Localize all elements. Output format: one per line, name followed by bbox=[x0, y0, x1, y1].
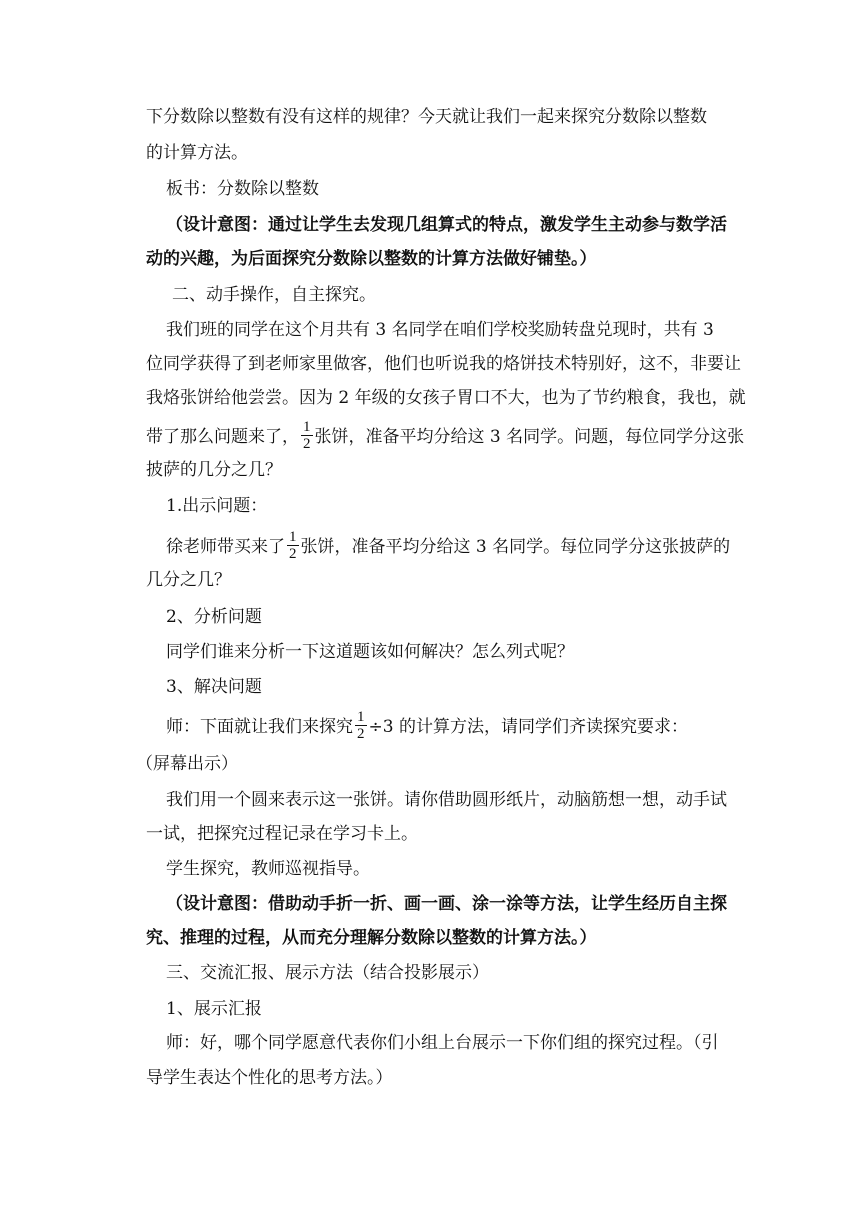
fraction-one-half bbox=[301, 419, 313, 452]
step-heading: 3、解决问题 bbox=[166, 677, 262, 697]
text-segment: 张饼，准备平均分给这 3 名同学。每位同学分这张披萨的 bbox=[300, 537, 731, 557]
paragraph-line: 导学生表达个性化的思考方法。） bbox=[146, 1068, 393, 1088]
fraction-one-half bbox=[355, 709, 367, 742]
paragraph-line: （屏幕出示） bbox=[136, 754, 238, 774]
fraction-denominator: 2 bbox=[357, 726, 365, 742]
fraction-denominator: 2 bbox=[289, 546, 297, 562]
fraction-denominator: 2 bbox=[303, 436, 311, 452]
paragraph-line: 位同学获得了到老师家里做客，他们也听说我的烙饼技术特别好，这不，非要让 bbox=[146, 354, 741, 374]
design-intent-line: （设计意图：借助动手折一折、画一画、涂一涂等方法，让学生经历自主探 bbox=[166, 894, 727, 914]
fraction-numerator: 1 bbox=[303, 419, 311, 435]
step-heading: 1、展示汇报 bbox=[166, 999, 262, 1019]
step-heading: 1.出示问题： bbox=[166, 496, 268, 516]
paragraph-line: 的计算方法。 bbox=[146, 143, 248, 163]
paragraph-line: 同学们谁来分析一下这道题该如何解决？怎么列式呢？ bbox=[166, 642, 574, 662]
design-intent-line: 究、推理的过程，从而充分理解分数除以整数的计算方法。） bbox=[146, 928, 597, 948]
paragraph-line: 我们班的同学在这个月共有 3 名同学在咱们学校奖励转盘兑现时，共有 3 bbox=[166, 320, 714, 340]
section-heading: 二、动手操作，自主探究。 bbox=[172, 285, 376, 305]
text-segment: 张饼，准备平均分给这 3 名同学。问题，每位同学分这张 bbox=[314, 427, 745, 447]
design-intent-line: （设计意图：通过让学生去发现几组算式的特点，激发学生主动参与数学活 bbox=[166, 215, 727, 235]
section-heading: 三、交流汇报、展示方法（结合投影展示） bbox=[166, 963, 489, 983]
paragraph-line: 几分之几？ bbox=[146, 570, 231, 590]
paragraph-line bbox=[166, 711, 688, 744]
step-heading: 2、分析问题 bbox=[166, 607, 262, 627]
paragraph-line: 我们用一个圆来表示这一张饼。请你借助圆形纸片，动脑筋想一想，动手试 bbox=[166, 790, 727, 810]
paragraph-line bbox=[146, 421, 744, 454]
text-segment: ÷3 的计算方法，请同学们齐读探究要求： bbox=[368, 717, 688, 737]
paragraph-line: 师：好，哪个同学愿意代表你们小组上台展示一下你们组的探究过程。（引 bbox=[166, 1033, 719, 1053]
paragraph-line: 我烙张饼给他尝尝。因为 2 年级的女孩子胃口不大，也为了节约粮食，我也，就 bbox=[146, 388, 746, 408]
paragraph-line bbox=[166, 531, 730, 564]
fraction-numerator: 1 bbox=[289, 529, 297, 545]
fraction-numerator: 1 bbox=[357, 709, 365, 725]
design-intent-line: 动的兴趣，为后面探究分数除以整数的计算方法做好铺垫。） bbox=[146, 249, 597, 269]
board-heading: 板书：分数除以整数 bbox=[166, 179, 319, 199]
text-segment: 师：下面就让我们来探究 bbox=[166, 717, 353, 737]
fraction-one-half bbox=[287, 529, 299, 562]
paragraph-line: 学生探究，教师巡视指导。 bbox=[166, 859, 370, 879]
paragraph-line: 披萨的几分之几？ bbox=[146, 460, 282, 480]
text-segment: 带了那么问题来了， bbox=[146, 427, 299, 447]
text-segment: 徐老师带买来了 bbox=[166, 537, 285, 557]
paragraph-line: 一试，把探究过程记录在学习卡上。 bbox=[146, 824, 418, 844]
paragraph-line: 下分数除以整数有没有这样的规律？今天就让我们一起来探究分数除以整数 bbox=[146, 107, 707, 127]
